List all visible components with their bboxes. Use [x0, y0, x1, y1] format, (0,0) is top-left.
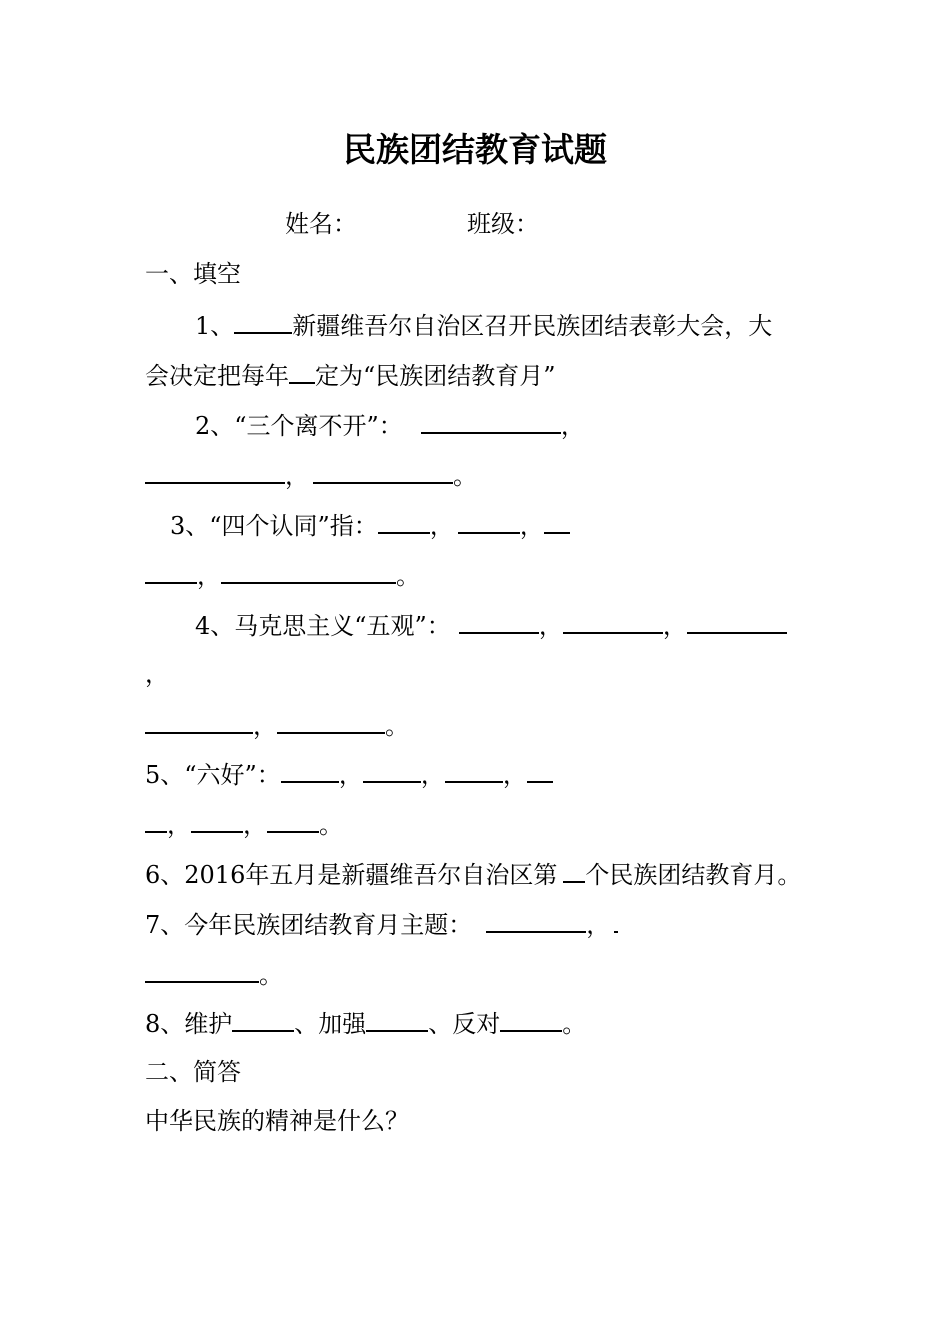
comma: ， — [253, 712, 277, 740]
blank[interactable] — [366, 1006, 428, 1032]
page-title: 民族团结教育试题 — [343, 130, 607, 169]
q1-number: 1、 — [195, 312, 235, 340]
q3-text: 3、“四个认同”指： — [170, 512, 378, 540]
question-3-line-2 — [145, 558, 420, 590]
comma: ， — [420, 761, 445, 789]
student-info — [285, 208, 539, 240]
section-fill-heading: 一、填空 — [145, 260, 241, 288]
q6-text-a: 6、2016年五月是新疆维吾尔自治区第 — [145, 861, 558, 889]
q7-text: 7、今年民族团结教育月主题： — [145, 911, 473, 939]
blank[interactable] — [500, 1006, 562, 1032]
q4-text: 4、马克思主义“五观”： — [195, 612, 451, 640]
comma: ， — [502, 761, 527, 789]
comma: ， — [243, 811, 267, 839]
blank[interactable] — [221, 558, 396, 584]
q8-text-b: 、加强 — [294, 1010, 367, 1038]
question-4-line-3 — [145, 708, 409, 740]
question-7-line-1 — [145, 907, 618, 939]
blank[interactable] — [145, 558, 197, 584]
blank[interactable] — [421, 408, 561, 434]
comma: ， — [519, 512, 544, 540]
question-5-line-1 — [145, 757, 553, 789]
period: 。 — [453, 462, 477, 490]
class-label: 班级： — [467, 210, 539, 238]
blank[interactable] — [378, 508, 430, 534]
q1-text-b: 会决定把每年 — [145, 362, 289, 390]
question-4-line-1 — [195, 608, 787, 640]
blank[interactable] — [445, 757, 503, 783]
question-5-line-2 — [145, 807, 343, 839]
comma: ， — [197, 562, 221, 590]
blank[interactable] — [277, 708, 385, 734]
question-3-line-1 — [170, 508, 570, 540]
blank[interactable] — [459, 608, 539, 634]
blank[interactable] — [191, 807, 243, 833]
blank[interactable] — [313, 458, 453, 484]
q8-text-c: 、反对 — [428, 1010, 501, 1038]
period: 。 — [259, 961, 283, 989]
blank[interactable] — [527, 757, 553, 783]
blank[interactable] — [486, 907, 586, 933]
q8-text-a: 8、维护 — [145, 1010, 233, 1038]
q1-text-a: 新疆维吾尔自治区召开民族团结表彰大会，大 — [292, 312, 773, 340]
comma: ， — [338, 761, 363, 789]
short-answer-question-1: 中华民族的精神是什么？ — [145, 1107, 409, 1135]
comma: ， — [429, 512, 454, 540]
blank[interactable] — [563, 857, 585, 883]
comma: ， — [586, 911, 611, 939]
blank[interactable] — [145, 807, 167, 833]
comma: ， — [662, 612, 687, 640]
period: 。 — [319, 811, 343, 839]
blank[interactable] — [281, 757, 339, 783]
q2-text: 2、“三个离不开”： — [195, 412, 403, 440]
period: 。 — [396, 562, 420, 590]
blank[interactable] — [544, 508, 570, 534]
question-8 — [145, 1006, 586, 1038]
comma: ， — [560, 412, 585, 440]
blank[interactable] — [234, 308, 292, 334]
q5-text: 5、“六好”： — [145, 761, 281, 789]
blank[interactable] — [363, 757, 421, 783]
q6-text-b: 个民族团结教育月。 — [585, 861, 802, 889]
blank[interactable] — [614, 907, 618, 933]
blank[interactable] — [289, 358, 315, 384]
comma: ， — [285, 462, 309, 490]
period: 。 — [562, 1010, 587, 1038]
question-1-line-1 — [195, 308, 772, 340]
blank[interactable] — [458, 508, 520, 534]
question-2-line-2 — [145, 458, 477, 490]
comma: ， — [145, 660, 169, 688]
q1-text-c: 定为“民族团结教育月” — [315, 362, 556, 390]
blank[interactable] — [145, 957, 259, 983]
comma: ， — [167, 811, 191, 839]
blank[interactable] — [145, 708, 253, 734]
period: 。 — [385, 712, 409, 740]
blank[interactable] — [563, 608, 663, 634]
blank[interactable] — [267, 807, 319, 833]
name-label: 姓名： — [285, 210, 357, 238]
question-1-line-2 — [145, 358, 556, 390]
blank[interactable] — [232, 1006, 294, 1032]
question-7-line-2 — [145, 957, 283, 989]
comma: ， — [538, 612, 563, 640]
question-2-line-1 — [195, 408, 585, 440]
question-4-line-2 — [145, 658, 169, 690]
section-short-answer-heading: 二、简答 — [145, 1058, 241, 1086]
question-6 — [145, 857, 801, 889]
blank[interactable] — [145, 458, 285, 484]
blank[interactable] — [687, 608, 787, 634]
